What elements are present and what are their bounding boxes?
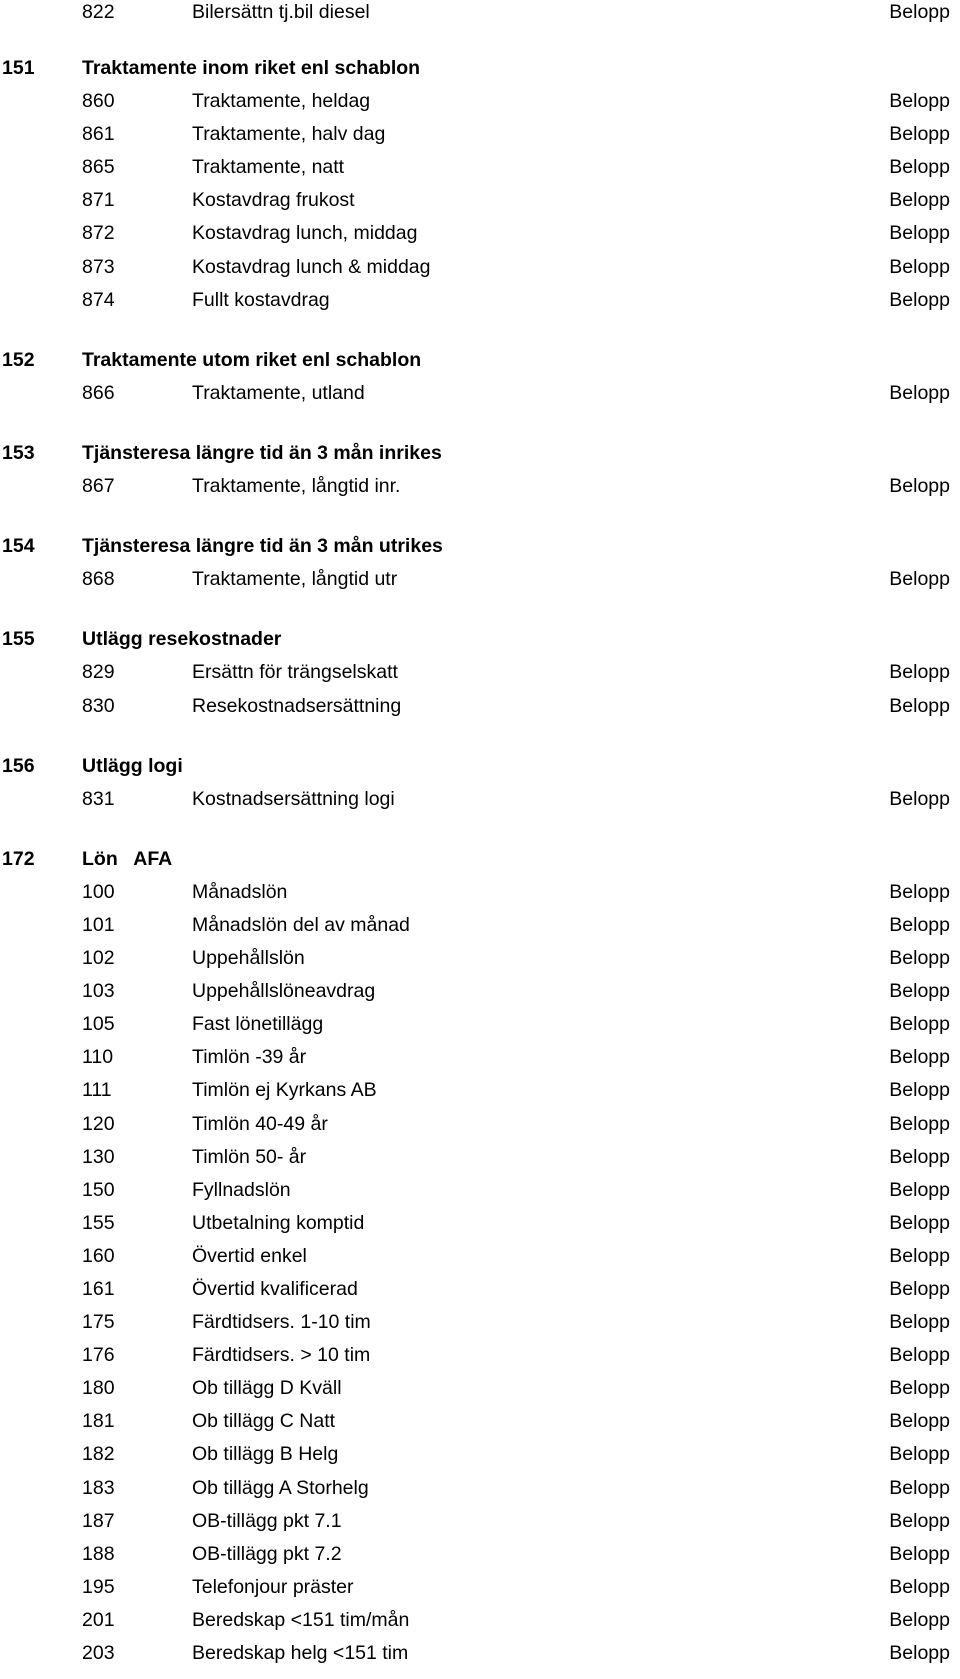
item-label: Ob tillägg D Kväll [192,1377,342,1400]
item-row [0,85,960,118]
item-amount: Belopp [889,980,950,1003]
group-code: 154 [2,535,35,558]
item-label: Fullt kostavdrag [192,288,330,311]
item-amount: Belopp [889,1278,950,1300]
item-code: 868 [82,568,115,591]
item-label: Timlön -39 år [192,1046,307,1069]
item-amount: Belopp [889,1046,950,1069]
item-label: Timlön 50- år [192,1145,307,1168]
item-row [0,1372,960,1405]
item-amount: Belopp [889,1476,950,1499]
item-code: 830 [82,694,115,717]
item-row [0,1174,960,1207]
item-label: Resekostnadsersättning [192,694,402,717]
item-row [0,1273,960,1306]
item-code: 822 [82,1,115,23]
item-row [0,1505,960,1538]
item-amount: Belopp [889,1344,950,1367]
item-row [0,942,960,975]
group-header-3 [0,530,960,563]
item-row [0,876,960,909]
item-amount: Belopp [889,1443,950,1466]
item-row [0,1604,960,1637]
item-label: Bilersättn tj.bil diesel [192,1,370,23]
item-row [0,1538,960,1571]
item-label: OB-tillägg pkt 7.1 [192,1509,342,1532]
item-amount: Belopp [889,222,950,245]
item-label: Ob tillägg C Natt [192,1410,336,1433]
item-amount: Belopp [889,1145,950,1168]
item-row [0,1141,960,1174]
item-row [0,656,960,689]
item-code: 872 [82,222,115,245]
item-code: 203 [82,1642,115,1665]
item-amount: Belopp [889,189,950,212]
item-code: 187 [82,1509,115,1532]
item-label: Övertid enkel [192,1244,307,1267]
item-code: 874 [82,288,115,311]
item-row [0,1637,960,1670]
item-code: 110 [82,1046,114,1069]
item-amount: Belopp [889,1,950,23]
item-label: Kostavdrag frukost [192,189,355,212]
item-label: Beredskap helg <151 tim [192,1642,409,1665]
item-label: Ob tillägg A Storhelg [192,1476,369,1499]
group-header-6 [0,843,960,876]
group-code: 172 [2,847,35,870]
group-title: Traktamente utom riket enl schablon [82,348,422,371]
item-code: 130 [82,1145,115,1168]
item-amount: Belopp [889,1079,950,1102]
item-label: Kostavdrag lunch, middag [192,222,418,245]
item-code: 103 [82,980,115,1003]
item-code: 105 [82,1013,115,1036]
item-code: 161 [82,1278,115,1300]
item-row [0,251,960,284]
item-amount: Belopp [889,947,950,970]
item-code: 175 [82,1311,115,1334]
item-amount: Belopp [889,1575,950,1598]
item-code: 861 [82,123,115,146]
item-label: Timlön ej Kyrkans AB [192,1079,377,1102]
item-code: 180 [82,1377,115,1400]
item-label: Uppehållslön [192,947,305,970]
item-amount: Belopp [889,661,950,684]
item-label: Traktamente, långtid utr [192,568,398,591]
item-label: Månadslön del av månad [192,913,410,936]
item-amount: Belopp [889,1410,950,1433]
item-amount: Belopp [889,156,950,179]
item-label: Telefonjour präster [192,1575,354,1598]
item-code: 201 [82,1608,115,1631]
item-label: Traktamente, halv dag [192,123,386,146]
item-label: Timlön 40-49 år [192,1112,328,1135]
item-label: Månadslön [192,880,288,903]
item-row [0,909,960,942]
item-label: OB-tillägg pkt 7.2 [192,1542,342,1565]
item-code: 831 [82,787,115,810]
item-amount: Belopp [889,1377,950,1400]
item-code: 111 [82,1079,112,1102]
item-row [0,377,960,410]
item-amount: Belopp [889,1112,950,1135]
item-code: 866 [82,381,115,404]
item-label: Traktamente, heldag [192,90,371,113]
item-label: Kostavdrag lunch & middag [192,255,431,278]
item-amount: Belopp [889,694,950,717]
item-label: Ob tillägg B Helg [192,1443,339,1466]
group-title: Lön AFA [82,847,173,870]
item-row [0,284,960,317]
item-row [0,1240,960,1273]
item-amount: Belopp [889,880,950,903]
item-label: Fast lönetillägg [192,1013,324,1036]
item-code: 155 [82,1211,115,1234]
item-row [0,118,960,151]
item-amount: Belopp [889,568,950,591]
group-code: 155 [2,628,35,651]
group-title: Tjänsteresa längre tid än 3 mån utrikes [82,535,443,558]
item-row [0,1438,960,1471]
item-amount: Belopp [889,1542,950,1565]
item-label: Traktamente, långtid inr. [192,475,401,498]
item-row [0,1041,960,1074]
item-amount: Belopp [889,1013,950,1036]
item-code: 101 [82,913,115,936]
group-title: Utlägg logi [82,754,183,777]
item-code: 100 [82,880,115,903]
item-amount: Belopp [889,1509,950,1532]
group-code: 153 [2,441,35,464]
group-header-4 [0,623,960,656]
item-code: 829 [82,661,115,684]
item-code: 873 [82,255,115,278]
item-label: Traktamente, natt [192,156,345,179]
item-row [0,1108,960,1141]
item-code: 871 [82,189,115,212]
item-label: Färdtidsers. > 10 tim [192,1344,371,1367]
item-code: 182 [82,1443,115,1466]
item-amount: Belopp [889,1311,950,1334]
group-header-2 [0,437,960,470]
item-code: 102 [82,947,115,970]
item-code: 160 [82,1244,115,1267]
item-code: 150 [82,1178,115,1201]
item-row [0,690,960,723]
item-code: 860 [82,90,115,113]
item-label: Fyllnadslön [192,1178,291,1201]
group-title: Tjänsteresa längre tid än 3 mån inrikes [82,441,442,464]
item-amount: Belopp [889,475,950,498]
item-amount: Belopp [889,787,950,810]
item-row [0,0,960,25]
item-row [0,783,960,816]
item-amount: Belopp [889,90,950,113]
item-amount: Belopp [889,1642,950,1665]
group-code: 152 [2,348,35,371]
item-amount: Belopp [889,288,950,311]
item-code: 120 [82,1112,115,1135]
item-label: Beredskap <151 tim/mån [192,1608,410,1631]
group-title: Utlägg resekostnader [82,628,282,651]
item-amount: Belopp [889,1608,950,1631]
group-code: 156 [2,754,35,777]
item-row [0,184,960,217]
item-row [0,1008,960,1041]
item-row [0,470,960,503]
item-amount: Belopp [889,255,950,278]
item-code: 867 [82,475,115,498]
item-row [0,217,960,250]
item-row [0,1472,960,1505]
item-row [0,1339,960,1372]
group-code: 151 [2,57,35,79]
item-label: Traktamente, utland [192,381,365,404]
item-label: Ersättn för trängselskatt [192,661,398,684]
item-code: 188 [82,1542,115,1565]
item-amount: Belopp [889,381,950,404]
item-code: 176 [82,1344,115,1367]
item-amount: Belopp [889,1244,950,1267]
item-label: Övertid kvalificerad [192,1278,358,1300]
group-header-1 [0,344,960,377]
group-header-5 [0,750,960,783]
item-label: Kostnadsersättning logi [192,787,395,810]
item-amount: Belopp [889,1178,950,1201]
item-code: 183 [82,1476,115,1499]
group-title: Traktamente inom riket enl schablon [82,57,421,79]
item-row [0,563,960,596]
item-code: 181 [82,1410,115,1433]
item-row [0,1207,960,1240]
item-row [0,1405,960,1438]
item-row [0,975,960,1008]
item-row [0,1306,960,1339]
item-code: 865 [82,156,115,179]
item-amount: Belopp [889,913,950,936]
item-row [0,1571,960,1604]
group-header-0 [0,52,960,85]
item-amount: Belopp [889,1211,950,1234]
item-label: Färdtidsers. 1-10 tim [192,1311,371,1334]
item-row [0,151,960,184]
item-label: Uppehållslöneavdrag [192,980,376,1003]
item-amount: Belopp [889,123,950,146]
item-row [0,1074,960,1107]
item-code: 195 [82,1575,115,1598]
item-label: Utbetalning komptid [192,1211,365,1234]
